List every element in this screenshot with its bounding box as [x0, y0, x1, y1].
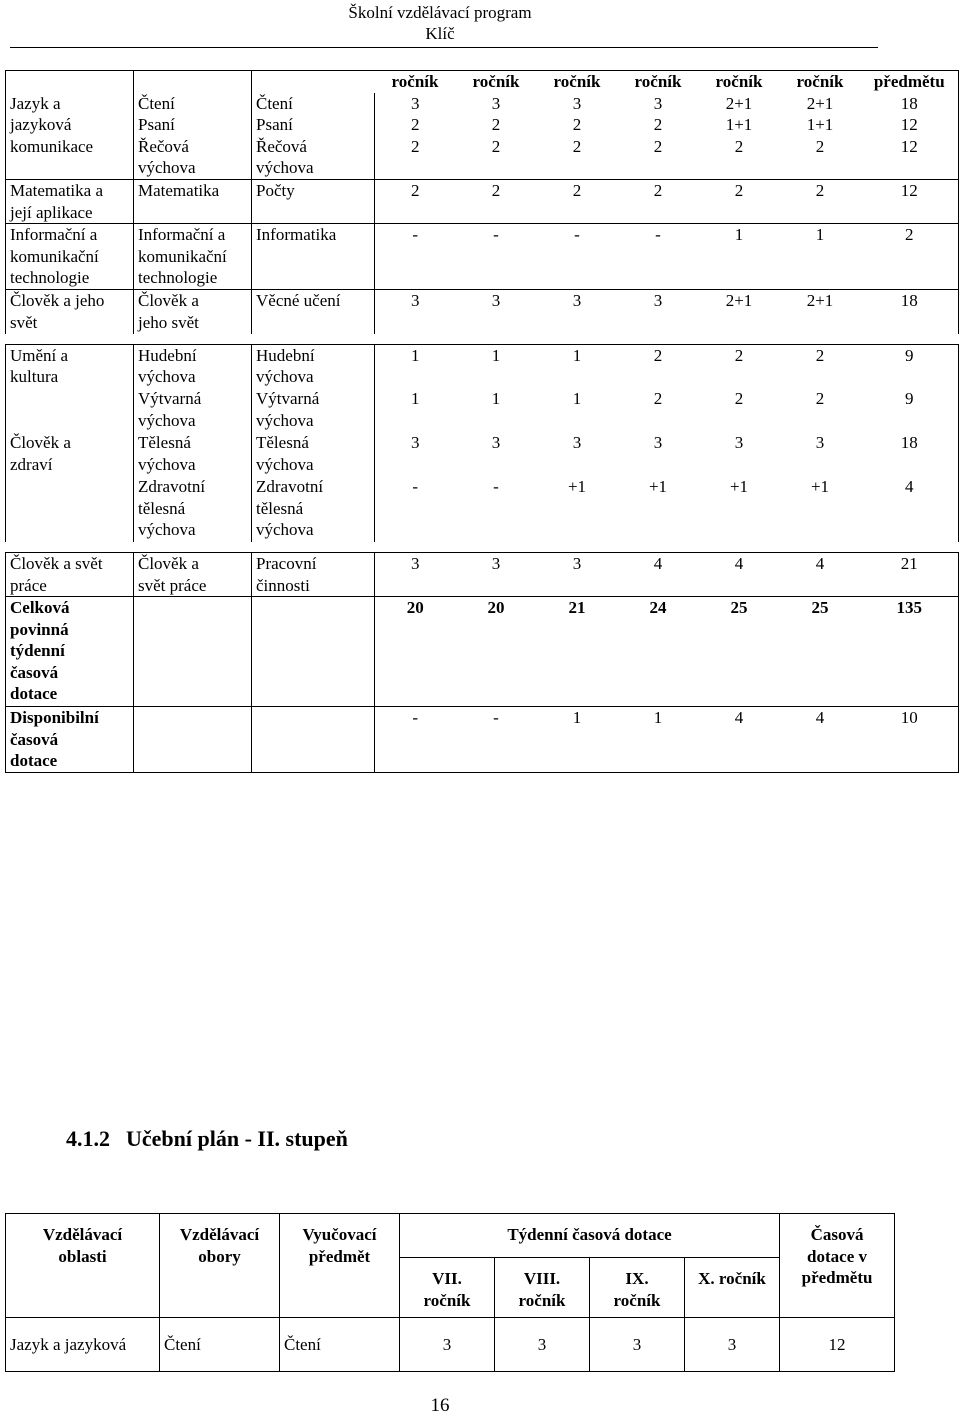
cell-line: svět práce [138, 575, 207, 595]
subject-cell: Čtení [280, 1318, 400, 1372]
subject-cell [252, 93, 375, 115]
header-field-cell [134, 71, 252, 93]
value-cell: 12 [861, 180, 959, 224]
cell-line: týdenní [10, 641, 65, 660]
value-cell: 135 [861, 597, 959, 707]
column-header: ročník [618, 71, 699, 93]
value-cell: 3 [491, 433, 501, 452]
subject-cell [252, 432, 375, 476]
value-cell: 20 [456, 597, 537, 707]
value-cell: 3 [572, 433, 582, 452]
value-cell: 3 [491, 93, 501, 113]
value-cell: 2 [780, 180, 861, 224]
table-row [6, 136, 959, 180]
value-cell: 18 [861, 432, 959, 476]
value-cell: 9 [861, 344, 959, 388]
header-oblasti [6, 1214, 160, 1318]
header-weekly-allocation: Týdenní časová dotace [400, 1214, 780, 1258]
value-cell: 3 [685, 1318, 780, 1372]
value-cell: 2 [653, 136, 663, 156]
value-cell: 2 [411, 115, 420, 134]
value-cell: 1 [456, 344, 537, 388]
table-row [6, 476, 959, 542]
value-cell: 10 [861, 707, 959, 773]
cell-line: Disponibilní [10, 708, 99, 727]
grade-header [685, 1258, 780, 1318]
cell-line: Výtvarná [256, 389, 320, 408]
cell-line: Člověk a jeho [10, 291, 105, 310]
value-cell: 1+1 [725, 115, 753, 134]
grade-header [400, 1258, 495, 1318]
column-header: ročník [456, 71, 537, 93]
value-cell: 1 [699, 224, 780, 290]
cell-line: ročník [423, 1290, 471, 1310]
table-row [6, 432, 959, 476]
cell-line: Umění a [10, 345, 69, 365]
header-subject-cell [252, 71, 375, 93]
value-cell: 3 [572, 93, 582, 113]
cell-line: Člověk a [10, 433, 71, 452]
cell-line: její aplikace [10, 202, 93, 222]
value-cell: 3 [411, 93, 420, 113]
value-cell: 2 [780, 344, 861, 388]
header-obory [160, 1214, 280, 1318]
area-cell: Jazyk a jazyková [6, 1318, 160, 1372]
value-cell: 3 [456, 290, 537, 334]
field-cell: Čtení [160, 1318, 280, 1372]
grade-header [590, 1258, 685, 1318]
value-cell: 1+1 [806, 115, 834, 134]
value-cell: 2 [537, 180, 618, 224]
area-cell [6, 224, 134, 290]
value-cell: 1 [572, 389, 582, 408]
cell-line: výchova [138, 367, 196, 386]
area-cell [6, 432, 134, 542]
field-cell [134, 707, 252, 773]
column-header: ročník [699, 71, 780, 93]
cell-line: práce [10, 575, 47, 595]
value-cell: 3 [375, 290, 456, 334]
field-cell [134, 180, 252, 224]
cell-line: Čtení [256, 93, 293, 113]
cell-line: Psaní [138, 115, 175, 134]
table-row [6, 553, 959, 597]
grade-header [495, 1258, 590, 1318]
document-subtitle: Klíč [425, 24, 455, 43]
cell-line: Tělesná [138, 433, 191, 452]
value-cell: 2 [734, 389, 744, 408]
area-cell [6, 707, 134, 773]
cell-line: komunikační [10, 246, 99, 266]
cell-line: výchova [256, 454, 314, 474]
value-cell: 4 [699, 553, 780, 597]
cell-line: Člověk a [138, 291, 199, 310]
subject-cell [252, 136, 375, 180]
area-cell [6, 180, 134, 224]
spacer-cell [6, 334, 959, 345]
cell-line: Celková [10, 598, 70, 617]
row-spacer [6, 334, 959, 345]
value-cell: - [412, 477, 419, 496]
subject-cell [252, 180, 375, 224]
value-cell: 1 [537, 344, 618, 388]
value-cell: - [456, 707, 537, 773]
field-cell [134, 344, 252, 388]
value-cell: 2 [572, 115, 582, 134]
header-subject-total [780, 1214, 895, 1318]
value-cell: 2 [815, 389, 825, 408]
cell-line: Pracovní [256, 554, 317, 573]
cell-line: Informační a [10, 225, 98, 244]
value-cell: 12 [780, 1318, 895, 1372]
value-cell: 1 [618, 707, 699, 773]
subject-cell [252, 290, 375, 334]
cell-line: Řečová [138, 136, 189, 156]
cell-line: Tělesná [256, 433, 309, 452]
cell-line: VIII. [523, 1269, 561, 1288]
field-cell [134, 476, 252, 542]
cell-line: tělesná [138, 498, 186, 518]
totals-row [6, 597, 959, 707]
cell-line: zdraví [10, 454, 53, 474]
value-cell: 2 [491, 115, 501, 134]
section-heading [66, 1126, 348, 1152]
value-cell: 18 [861, 290, 959, 334]
cell-line: ročník [518, 1290, 566, 1310]
cell-line: dotace [10, 751, 58, 770]
value-cell: 2 [653, 389, 663, 408]
section-title: Učební plán - II. stupeň [126, 1126, 348, 1151]
column-header: ročník [375, 71, 456, 93]
value-cell: +1 [567, 477, 587, 496]
field-cell [134, 136, 252, 180]
value-cell: 2 [861, 224, 959, 290]
table2-header-row [6, 1214, 895, 1258]
area-cell [6, 93, 134, 180]
value-cell: - [375, 707, 456, 773]
document-title: Školní vzdělávací program [348, 3, 532, 22]
value-cell: 20 [375, 597, 456, 707]
field-cell [134, 597, 252, 707]
subject-cell [252, 707, 375, 773]
cell-line: výchova [256, 410, 314, 430]
cell-line: výchova [138, 454, 196, 474]
value-cell: 3 [653, 433, 663, 452]
value-cell: 2+1 [699, 290, 780, 334]
value-cell: 25 [780, 597, 861, 707]
row-spacer [6, 542, 959, 553]
value-cell: 2 [699, 180, 780, 224]
field-cell [134, 432, 252, 476]
value-cell: 1 [491, 389, 501, 408]
field-cell [134, 388, 252, 432]
value-cell: 12 [861, 114, 959, 136]
column-header: ročník [780, 71, 861, 93]
field-cell [134, 93, 252, 115]
cell-line: Věcné učení [256, 291, 341, 310]
table-row [6, 224, 959, 290]
cell-line: výchova [138, 410, 196, 430]
cell-line: Hudební [256, 345, 315, 365]
subject-cell [252, 597, 375, 707]
section-number: 4.1.2 [66, 1126, 110, 1151]
value-cell: 3 [495, 1318, 590, 1372]
cell-line: Matematika [138, 181, 220, 200]
cell-line: Počty [256, 181, 295, 200]
table-row [6, 290, 959, 334]
value-cell: 2 [734, 136, 744, 156]
value-cell: 2 [411, 136, 420, 156]
cell-line: Matematika a [10, 181, 103, 200]
cell-line: Člověk a svět [10, 554, 103, 573]
value-cell: 3 [734, 433, 744, 452]
value-cell: 2 [815, 136, 825, 156]
cell-line: povinná [10, 619, 69, 639]
value-cell: 3 [411, 433, 420, 452]
value-cell: 9 [861, 388, 959, 432]
cell-line: Člověk a [138, 554, 199, 573]
cell-line: Zdravotní [256, 477, 324, 496]
cell-line: výchova [256, 520, 314, 539]
cell-line: obory [198, 1246, 241, 1266]
value-cell: - [375, 224, 456, 290]
subject-cell [252, 388, 375, 432]
cell-line: Informační a [138, 225, 226, 244]
value-cell: 24 [618, 597, 699, 707]
value-cell: 3 [400, 1318, 495, 1372]
value-cell: 3 [375, 553, 456, 597]
cell-line: Psaní [256, 115, 293, 134]
cell-line: dotace v [807, 1246, 868, 1266]
cell-line: výchova [138, 520, 196, 539]
table-header-row [6, 71, 959, 93]
value-cell: - [618, 224, 699, 290]
cell-line: výchova [138, 158, 196, 177]
value-cell: +1 [648, 477, 668, 496]
header-area-cell [6, 71, 134, 93]
value-cell: 21 [861, 553, 959, 597]
cell-line: komunikace [10, 136, 94, 156]
subject-cell [252, 344, 375, 388]
value-cell: 2+1 [780, 290, 861, 334]
cell-line: dotace [10, 684, 58, 703]
value-cell: 2 [699, 344, 780, 388]
field-cell [134, 114, 252, 136]
value-cell: 3 [456, 553, 537, 597]
page-number: 16 [430, 1395, 450, 1416]
subject-cell [252, 114, 375, 136]
area-cell [6, 290, 134, 334]
value-cell: 2 [456, 180, 537, 224]
cell-line: časová [10, 729, 59, 749]
value-cell: 4 [780, 707, 861, 773]
cell-line: technologie [10, 268, 90, 287]
totals-row [6, 707, 959, 773]
field-cell [134, 553, 252, 597]
cell-line: Informatika [256, 225, 337, 244]
value-cell: 1 [411, 389, 420, 408]
value-cell: 1 [537, 707, 618, 773]
subject-cell [252, 476, 375, 542]
table2-row [6, 1318, 895, 1372]
cell-line: Vyučovací [302, 1225, 377, 1244]
value-cell: 4 [699, 707, 780, 773]
spacer-cell [6, 542, 959, 553]
table-row [6, 180, 959, 224]
cell-line: předmětu [801, 1268, 873, 1287]
value-cell: 3 [618, 290, 699, 334]
area-cell [6, 344, 134, 432]
cell-line: X. ročník [698, 1269, 766, 1288]
cell-line: Časová [810, 1225, 864, 1244]
cell-line: kultura [10, 367, 59, 386]
subject-cell [252, 224, 375, 290]
curriculum-table-first-stage [5, 70, 959, 773]
table-row [6, 388, 959, 432]
field-cell [134, 224, 252, 290]
cell-line: Hudební [138, 345, 197, 365]
cell-line: činnosti [256, 575, 310, 595]
value-cell: 4 [618, 553, 699, 597]
value-cell: 18 [861, 93, 959, 115]
area-cell [6, 597, 134, 707]
cell-line: časová [10, 662, 59, 682]
value-cell: 2 [375, 180, 456, 224]
value-cell: 2 [618, 180, 699, 224]
value-cell: 2+1 [806, 93, 834, 113]
value-cell: 2 [572, 136, 582, 156]
value-cell: - [537, 224, 618, 290]
cell-line: Jazyk a [10, 93, 61, 113]
area-cell [6, 553, 134, 597]
cell-line: VII. [432, 1269, 462, 1288]
value-cell: 2 [653, 115, 663, 134]
cell-line: Zdravotní [138, 477, 206, 496]
cell-line: oblasti [58, 1246, 107, 1266]
cell-line: tělesná [256, 498, 304, 518]
cell-line: svět [10, 312, 38, 332]
cell-line: jeho svět [138, 312, 199, 332]
cell-line: technologie [138, 268, 218, 287]
value-cell: 3 [537, 553, 618, 597]
cell-line: Výtvarná [138, 389, 202, 408]
cell-line: Vzdělávací [179, 1225, 260, 1244]
table-row [6, 114, 959, 136]
column-header: předmětu [861, 71, 959, 93]
value-cell: 2 [618, 344, 699, 388]
value-cell: +1 [729, 477, 749, 496]
cell-line: výchova [256, 158, 314, 177]
cell-line: Řečová [256, 136, 307, 156]
column-header: ročník [537, 71, 618, 93]
curriculum-table-second-stage [5, 1213, 895, 1372]
table-row [6, 93, 959, 115]
value-cell: 3 [590, 1318, 685, 1372]
cell-line: komunikační [138, 246, 227, 266]
cell-line: jazyková [10, 115, 72, 134]
header-rule [10, 47, 878, 48]
value-cell: 4 [861, 476, 959, 542]
value-cell: 2+1 [725, 93, 753, 113]
value-cell: 3 [537, 290, 618, 334]
value-cell: - [493, 477, 499, 496]
value-cell: 21 [537, 597, 618, 707]
value-cell: 3 [815, 433, 825, 452]
cell-line: IX. [625, 1269, 649, 1288]
cell-line: předmět [308, 1246, 371, 1266]
cell-line: Čtení [138, 93, 175, 113]
value-cell: 25 [699, 597, 780, 707]
value-cell: 3 [653, 93, 663, 113]
cell-line: výchova [256, 367, 314, 386]
value-cell: 12 [861, 136, 959, 180]
field-cell [134, 290, 252, 334]
value-cell: +1 [810, 477, 830, 496]
cell-line: Vzdělávací [42, 1225, 123, 1244]
value-cell: 4 [780, 553, 861, 597]
subject-cell [252, 553, 375, 597]
value-cell: - [456, 224, 537, 290]
header-predmet [280, 1214, 400, 1318]
table-row [6, 344, 959, 388]
value-cell: 2 [491, 136, 501, 156]
value-cell: 1 [375, 344, 456, 388]
cell-line: ročník [613, 1290, 661, 1310]
value-cell: 1 [780, 224, 861, 290]
